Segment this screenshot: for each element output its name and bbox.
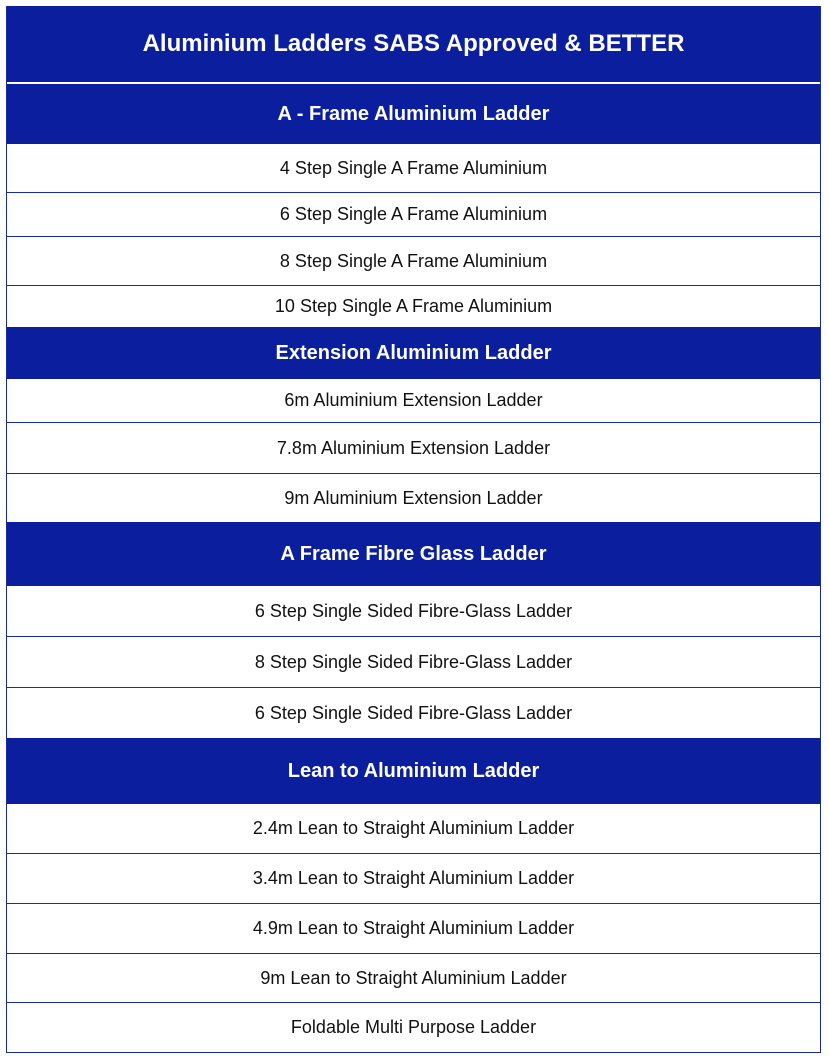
list-item: 4.9m Lean to Straight Aluminium Ladder <box>7 904 820 954</box>
list-item: 9m Lean to Straight Aluminium Ladder <box>7 954 820 1003</box>
section-heading-a-frame-aluminium: A - Frame Aluminium Ladder <box>7 84 820 144</box>
section-heading-extension-aluminium: Extension Aluminium Ladder <box>7 327 820 379</box>
table-title: Aluminium Ladders SABS Approved & BETTER <box>7 6 820 84</box>
list-item: 3.4m Lean to Straight Aluminium Ladder <box>7 854 820 904</box>
list-item: 4 Step Single A Frame Aluminium <box>7 144 820 193</box>
list-item: Foldable Multi Purpose Ladder <box>7 1003 820 1052</box>
section-heading-lean-to-aluminium: Lean to Aluminium Ladder <box>7 738 820 804</box>
list-item: 8 Step Single Sided Fibre-Glass Ladder <box>7 637 820 688</box>
list-item: 6 Step Single Sided Fibre-Glass Ladder <box>7 688 820 738</box>
list-item: 2.4m Lean to Straight Aluminium Ladder <box>7 804 820 854</box>
list-item: 10 Step Single A Frame Aluminium <box>7 286 820 327</box>
list-item: 6 Step Single Sided Fibre-Glass Ladder <box>7 586 820 637</box>
ladder-price-table <box>6 6 821 1053</box>
list-item: 6 Step Single A Frame Aluminium <box>7 193 820 237</box>
section-heading-fibre-glass: A Frame Fibre Glass Ladder <box>7 522 820 586</box>
list-item: 6m Aluminium Extension Ladder <box>7 379 820 423</box>
list-item: 9m Aluminium Extension Ladder <box>7 474 820 522</box>
list-item: 7.8m Aluminium Extension Ladder <box>7 423 820 474</box>
list-item: 8 Step Single A Frame Aluminium <box>7 237 820 286</box>
